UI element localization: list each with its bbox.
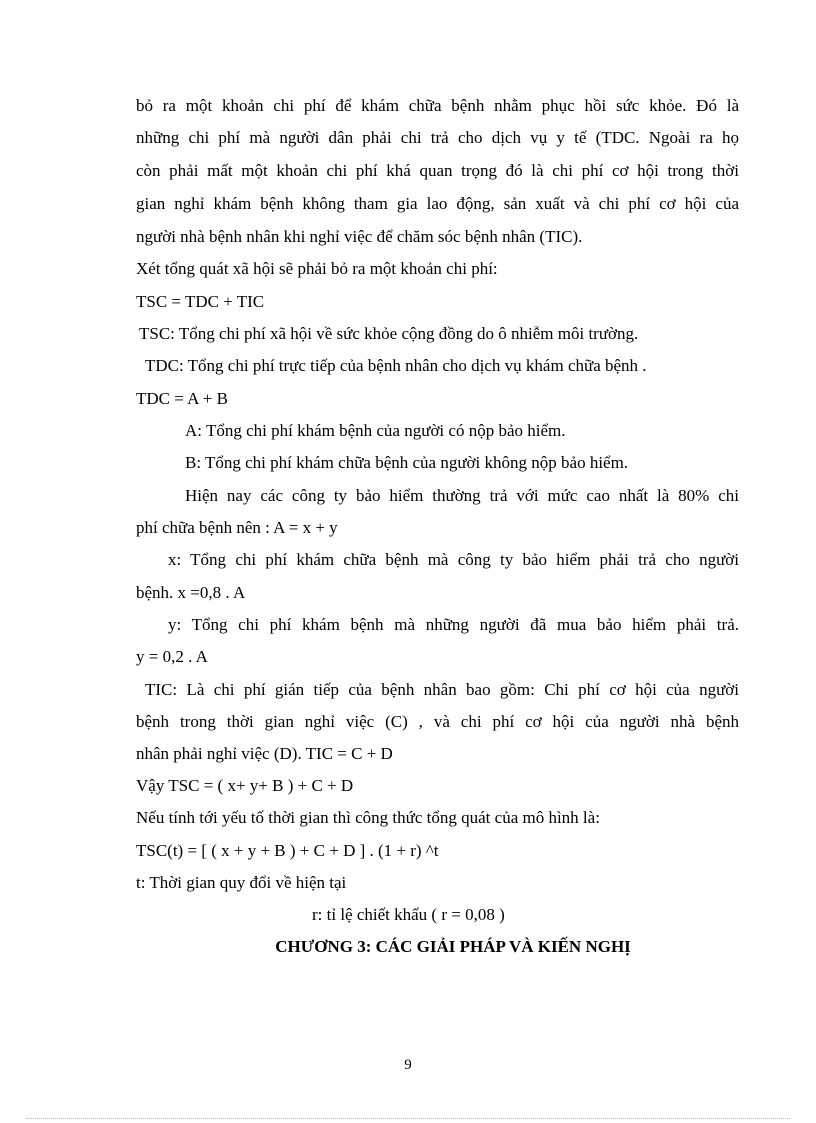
tic-line-2: bệnh trong thời gian nghỉ việc (C) , và chi phí cơ hội của người nhà bệnh — [136, 712, 739, 731]
chapter-heading: CHƯƠNG 3: CÁC GIẢI PHÁP VÀ KIẾN NGHỊ — [275, 937, 631, 956]
x-definition-line-2: bệnh. x =0,8 . A — [136, 583, 246, 602]
paragraph-line-3: còn phải mất một khoản chi phí khá quan trọng đó là chi phí cơ hội trong thời — [136, 161, 739, 180]
x-definition-line-1: x: Tổng chi phí khám chữa bệnh mà công ty bảo hiểm phải trả cho người — [168, 550, 739, 569]
tic-line-3: nhân phải nghỉ việc (D). TIC = C + D — [136, 744, 393, 763]
time-intro: Nếu tính tới yếu tố thời gian thì công thức tổng quát của mô hình là: — [136, 808, 600, 827]
r-definition: r: tỉ lệ chiết khấu ( r = 0,08 ) — [312, 905, 505, 924]
bottom-dotted-divider — [26, 1118, 790, 1119]
conclusion-formula: Vậy TSC = ( x+ y+ B ) + C + D — [136, 776, 354, 795]
paragraph-line-2: những chi phí mà người dân phải chi trả cho dịch vụ y tế (TDC. Ngoài ra họ — [136, 128, 739, 147]
tdc-definition: TDC: Tổng chi phí trực tiếp của bệnh nhân cho dịch vụ khám chữa bệnh . — [145, 356, 647, 375]
b-definition: B: Tổng chi phí khám chữa bệnh của người không nộp bảo hiểm. — [185, 453, 629, 472]
general-intro: Xét tổng quát xã hội sẽ phải bỏ ra một khoản chi phí: — [136, 259, 498, 278]
paragraph-line-1: bỏ ra một khoản chi phí để khám chữa bệnh nhằm phục hồi sức khỏe. Đó là — [136, 96, 739, 115]
tsc-formula: TSC = TDC + TIC — [136, 292, 265, 311]
chapter-heading-wrap — [0, 937, 816, 957]
insurance-line-2: phí chữa bệnh nên : A = x + y — [136, 518, 338, 537]
a-definition: A: Tổng chi phí khám bệnh của người có nộp bảo hiểm. — [185, 421, 566, 440]
y-definition-line-1: y: Tổng chi phí khám bệnh mà những người đã mua bảo hiểm phải trả. — [168, 615, 739, 634]
tic-line-1: TIC: Là chi phí gián tiếp của bệnh nhân bao gồm: Chi phí cơ hội của người — [145, 680, 739, 699]
tsc-definition: TSC: Tổng chi phí xã hội về sức khỏe cộng đồng do ô nhiễm môi trường. — [139, 324, 639, 343]
y-definition-line-2: y = 0,2 . A — [136, 647, 208, 666]
t-definition: t: Thời gian quy đổi về hiện tại — [136, 873, 347, 892]
time-formula: TSC(t) = [ ( x + y + B ) + C + D ] . (1 + r) ^t — [136, 841, 439, 860]
tdc-formula: TDC = A + B — [136, 389, 228, 408]
paragraph-line-4: gian nghỉ khám bệnh không tham gia lao động, sản xuất và chi phí cơ hội của — [136, 194, 739, 213]
insurance-line-1: Hiện nay các công ty bảo hiểm thường trả với mức cao nhất là 80% chi — [185, 486, 739, 505]
page-number: 9 — [404, 1057, 412, 1073]
paragraph-line-5: người nhà bệnh nhân khi nghỉ việc để chăm sóc bệnh nhân (TIC). — [136, 227, 583, 246]
